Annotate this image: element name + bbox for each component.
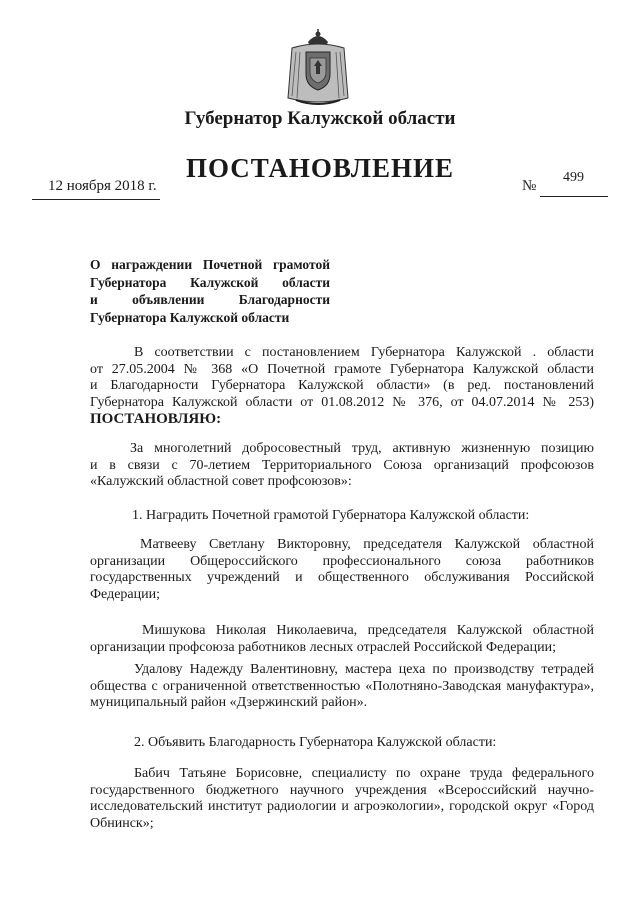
text-line: государственных учреждений и общественного обслуживания Российской	[90, 570, 594, 585]
subject-line: Губернатора Калужской области	[90, 274, 330, 290]
intro-paragraph	[90, 441, 594, 491]
text-line: муниципальный район «Дзержинский район».	[90, 695, 368, 710]
text-line: общества с ограниченной ответственностью «Полотняно-Заводская мануфактура»,	[90, 678, 594, 694]
document-type: ПОСТАНОВЛЕНИЕ	[185, 153, 455, 183]
thanks-person-1	[90, 766, 594, 832]
item-2: 2. Объявить Благодарность Губернатора Калужской области:	[134, 735, 497, 750]
authority-title: Губернатор Калужской области	[184, 108, 456, 129]
text-line: Федерации;	[90, 586, 161, 602]
document-date: 12 ноября 2018 г.	[48, 178, 157, 194]
text-line: организации Общероссийского профессионального союза работников	[90, 553, 594, 569]
date-underline	[32, 199, 160, 200]
text-line: Обнинск»;	[90, 815, 154, 831]
text-line: В соответствии с постановлением Губернатора Калужской . области	[134, 345, 594, 360]
item-1: 1. Наградить Почетной грамотой Губернатора Калужской области:	[132, 508, 530, 523]
subject-line: Губернатора Калужской области	[90, 309, 290, 325]
text-line: организации профсоюза работников лесных отраслей Российской Федерации;	[90, 639, 556, 655]
subject-line: О награждении Почетной грамотой	[90, 257, 330, 272]
text-line: Губернатора Калужской области от 01.08.2012 № 376, от 04.07.2014 № 253)	[90, 394, 594, 410]
decree-word: ПОСТАНОВЛЯЮ:	[90, 411, 222, 427]
award-person-1	[90, 537, 594, 603]
award-person-3	[90, 662, 594, 712]
text-line: и в связи с 70-летием Территориального Союза организаций профсоюзов	[90, 457, 594, 473]
text-line: «Калужский областной совет профсоюзов»:	[90, 474, 352, 489]
text-line: Бабич Татьяне Борисовне, специалисту по охране труда федерального	[134, 766, 594, 781]
text-line: исследовательский институт радиологии и агроэкологии», городской округ «Город	[90, 799, 594, 814]
number-sign: №	[522, 178, 537, 194]
text-line: и Благодарности Губернатора Калужской области» (в ред. постановлений	[90, 378, 594, 393]
subject-block	[90, 256, 330, 326]
text-line: Мишукова Николая Николаевича, председателя Калужской областной	[142, 623, 594, 638]
number-underline	[540, 196, 608, 197]
coat-of-arms-icon	[282, 28, 354, 108]
award-person-2	[90, 623, 594, 656]
text-line: от 27.05.2004 № 368 «О Почетной грамоте Губернатора Калужской области	[90, 361, 594, 377]
text-line: За многолетний добросовестный труд, активную жизненную позицию	[130, 441, 594, 456]
text-line: государственного бюджетного научного учреждения «Всероссийский научно-	[90, 782, 594, 798]
text-line: Удалову Надежду Валентиновну, мастера цеха по производству тетрадей	[134, 662, 594, 677]
text-line: Матвееву Светлану Викторовну, председателя Калужской областной	[140, 537, 594, 552]
document-number: 499	[563, 170, 584, 185]
preamble-paragraph	[90, 345, 594, 428]
subject-line: и объявлении Благодарности	[90, 292, 330, 307]
